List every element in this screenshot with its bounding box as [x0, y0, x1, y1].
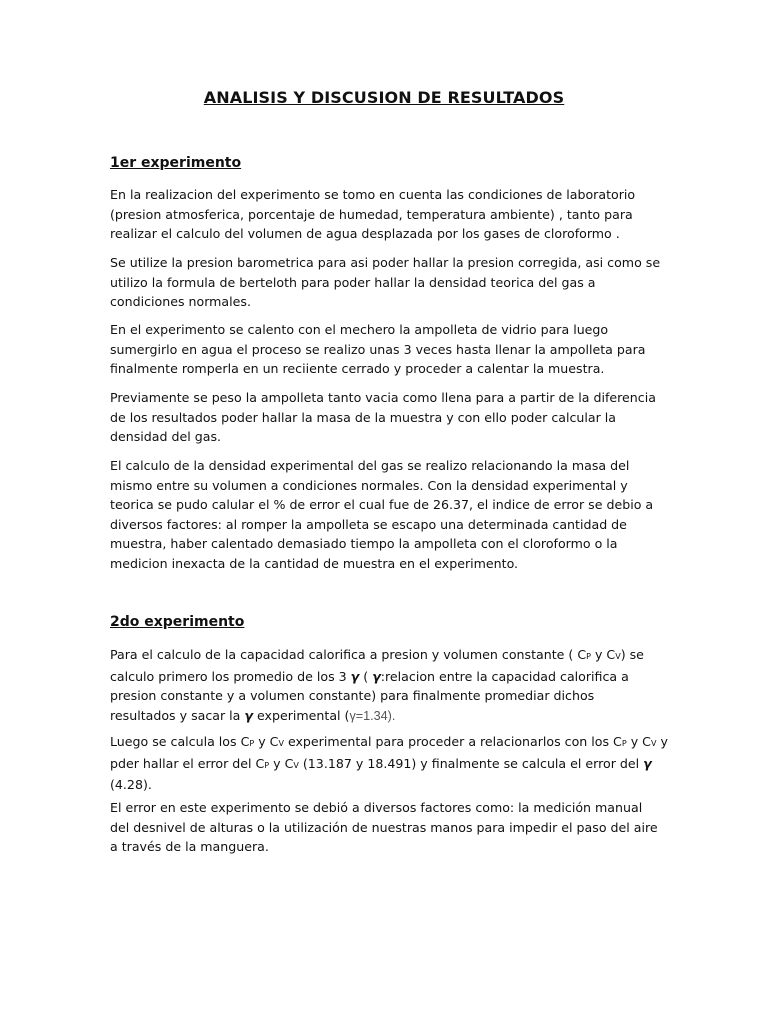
- subscript-v: V: [293, 760, 299, 770]
- section-heading-1: 1er experimento: [110, 155, 242, 171]
- paragraph-line: diversos factores: al romper la ampolleta se escapo una determinada cantidad de: [110, 516, 627, 532]
- paragraph-line: del desnivel de alturas o la utilización de nuestras manos para impedir el paso del aire: [110, 819, 658, 835]
- text-run: pder hallar el error del C: [110, 755, 265, 771]
- text-run: y C: [626, 734, 651, 749]
- paragraph-line: realizar el calculo del volumen de agua desplazada por los gases de cloroformo .: [110, 226, 620, 242]
- gamma-symbol: γ: [372, 668, 381, 684]
- text-run: Luego se calcula los C: [110, 734, 250, 749]
- gamma-value: γ=1.34).: [349, 708, 396, 723]
- subscript-p: P: [621, 739, 627, 748]
- text-run: y C: [269, 755, 294, 771]
- paragraph-6: [110, 645, 658, 726]
- paragraph-line: a través de la manguera.: [110, 839, 269, 855]
- section-heading-2: 2do experimento: [110, 614, 245, 630]
- paragraph-line: En el experimento se calento con el mechero la ampolleta de vidrio para luego: [110, 322, 609, 337]
- text-run: resultados y sacar la: [110, 707, 245, 723]
- paragraph-4: [110, 388, 658, 447]
- paragraph-line: presion constante y a volumen constante) para finalmente promediar dichos: [110, 688, 595, 704]
- subscript-p: P: [249, 739, 255, 748]
- paragraph-line: (4.28).: [110, 777, 152, 793]
- paragraph-line: sumergirlo en agua el proceso se realizo unas 3 veces hasta llenar la ampolleta para: [110, 341, 646, 357]
- text-run: :relacion entre la capacidad calorifica a: [380, 668, 629, 684]
- paragraph-1: [110, 185, 658, 244]
- subscript-p: P: [264, 760, 270, 770]
- paragraph-line: condiciones normales.: [110, 294, 251, 310]
- text-run: ) se: [620, 647, 644, 662]
- text-run: y: [656, 734, 668, 749]
- paragraph-line: teorica se pudo calular el % de error el cual fue de 26.37, el indice de error se debio a: [110, 497, 654, 513]
- paragraph-line: finalmente romperla en un reciiente cerrado y proceder a calentar la muestra.: [110, 361, 605, 377]
- paragraph-line: Se utilize la presion barometrica para asi poder hallar la presion corregida, asi como se: [110, 255, 661, 270]
- text-run: experimental (: [252, 707, 350, 723]
- subscript-v: V: [278, 739, 284, 748]
- gamma-symbol: γ: [643, 755, 652, 771]
- text-run: Para el calculo de la capacidad calorifica a presion y volumen constante ( C: [110, 647, 587, 662]
- paragraph-line: En la realizacion del experimento se tomo en cuenta las condiciones de laboratorio: [110, 187, 636, 202]
- paragraph-line: [110, 706, 658, 727]
- text-run: (13.187 y 18.491) y finalmente se calcula el error del: [298, 755, 644, 771]
- paragraph-line: [110, 732, 668, 754]
- paragraph-line: utilizo la formula de berteloth para poder hallar la densidad teorica del gas a: [110, 274, 596, 290]
- paragraph-7: [110, 732, 668, 795]
- paragraph-line: El calculo de la densidad experimental del gas se realizo relacionando la masa del: [110, 458, 630, 473]
- text-run: y C: [254, 734, 279, 749]
- paragraph-5: [110, 456, 658, 574]
- text-run: (: [359, 668, 373, 684]
- paragraph-line: densidad del gas.: [110, 429, 222, 445]
- paragraph-line: Previamente se peso la ampolleta tanto vacia como llena para a partir de la diferencia: [110, 390, 656, 405]
- paragraph-line: [110, 754, 658, 776]
- text-run: y C: [590, 647, 616, 662]
- paragraph-line: mismo entre su volumen a condiciones normales. Con la densidad experimental y: [110, 477, 628, 493]
- paragraph-line: (presion atmosferica, porcentaje de humedad, temperatura ambiente) , tanto para: [110, 206, 633, 222]
- gamma-symbol: γ: [244, 707, 253, 723]
- paragraph-line: [110, 667, 658, 687]
- paragraph-line: [110, 645, 658, 667]
- paragraph-2: [110, 253, 661, 312]
- paragraph-line: medicion inexacta de la cantidad de muestra en el experimento.: [110, 555, 519, 571]
- document-title: ANALISIS Y DISCUSION DE RESULTADOS: [203, 88, 565, 107]
- paragraph-3: [110, 320, 658, 379]
- paragraph-line: muestra, haber calentado demasiado tiempo la ampolleta con el cloroformo o la: [110, 536, 618, 552]
- subscript-p: P: [586, 652, 591, 661]
- text-run: experimental para proceder a relacionarlos con los C: [283, 734, 622, 749]
- paragraph-line: de los resultados poder hallar la masa de la muestra y con ello poder calcular la: [110, 409, 616, 425]
- subscript-v: V: [615, 652, 621, 661]
- paragraph-8: [110, 798, 658, 857]
- text-run: calculo primero los promedio de los 3: [110, 668, 351, 684]
- gamma-symbol: γ: [350, 668, 360, 684]
- paragraph-line: El error en este experimento se debió a diversos factores como: la medición manual: [110, 800, 643, 815]
- subscript-v: V: [650, 739, 657, 748]
